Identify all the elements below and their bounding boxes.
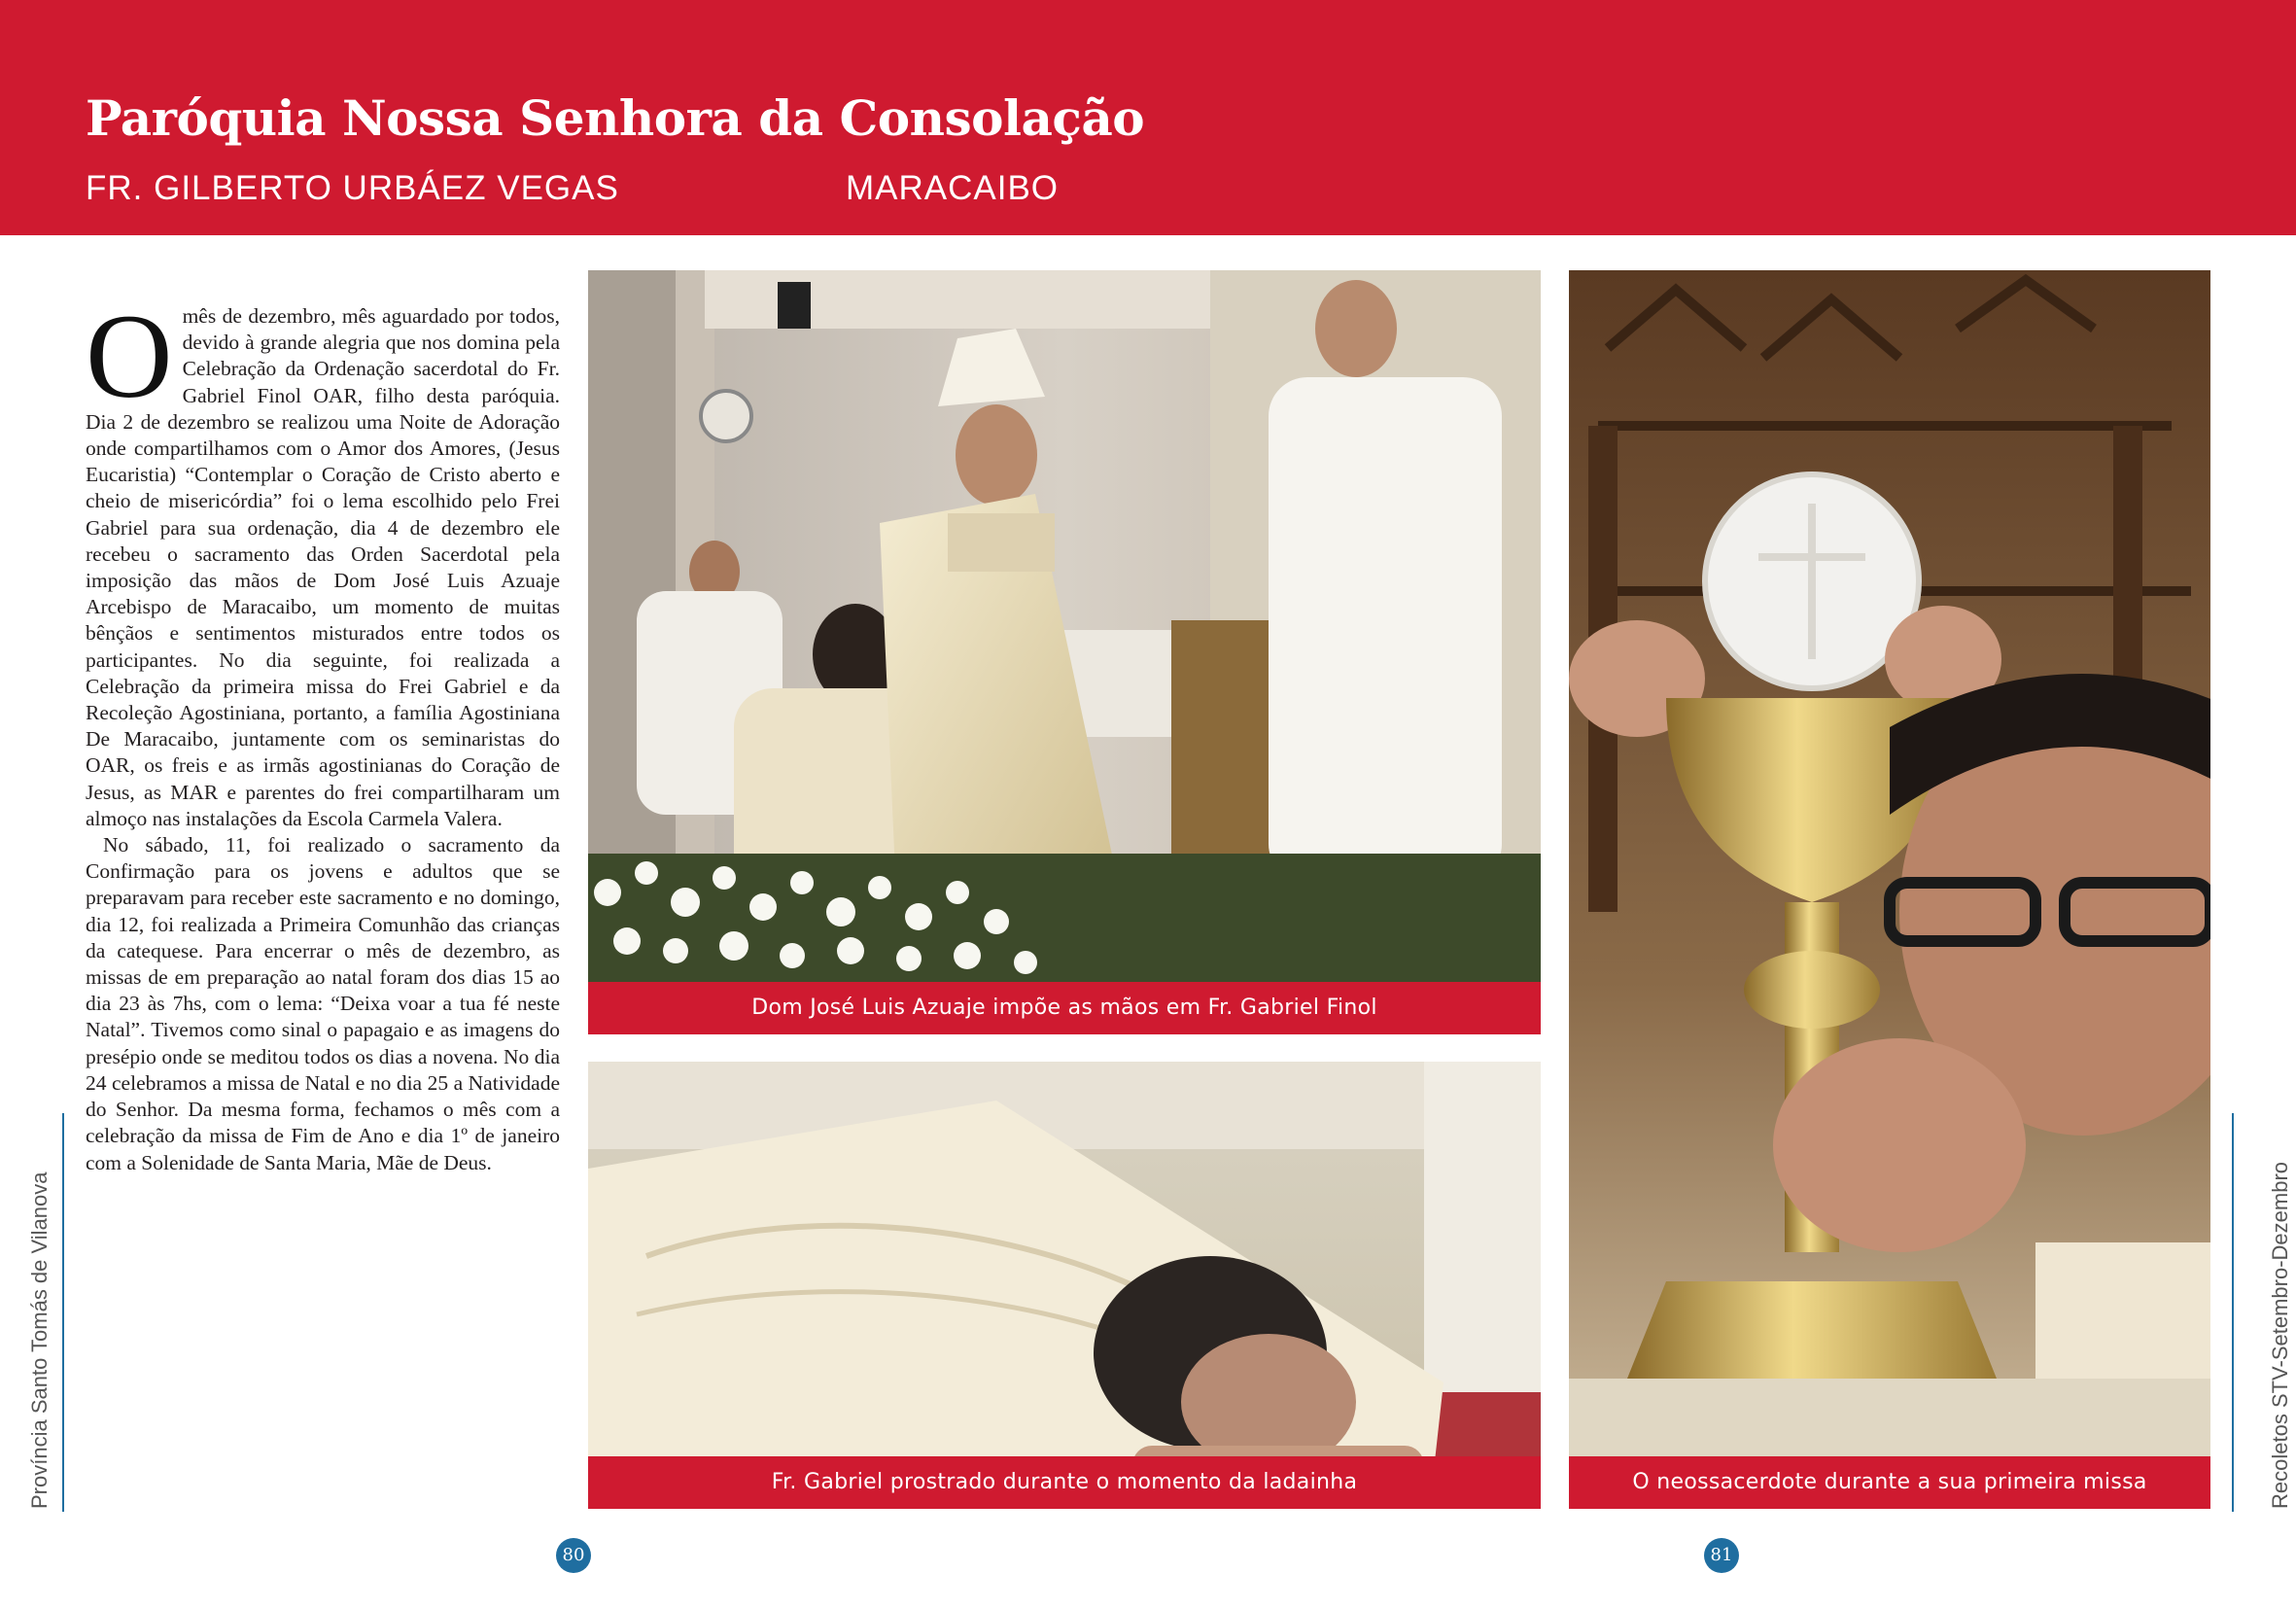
ordination-caption: Dom José Luis Azuaje impõe as mãos em Fr. Gabriel Finol xyxy=(588,982,1541,1034)
right-side-label: Recoletos STV-Setembro-Dezembro xyxy=(2268,1161,2292,1509)
first-mass-photo-image xyxy=(1569,270,2210,1456)
page-header xyxy=(0,0,2296,235)
article-paragraph-1: Omês de dezembro, mês aguardado por todos, devido à grande alegria que nos domina pela Celebração da Ordenação sacerdotal do Fr. Gabriel Finol OAR, filho desta paróquia. Dia 2 de dezembro se realizou uma Noite de Adoração onde compartilhamos com o Amor dos Amores, (Jesus Eucaristia) “Contemplar o Coração de Cristo aberto e cheio de misericórdia” foi o lema escolhido pelo Frei Gabriel para sua ordenação, dia 4 de dezembro ele recebeu o sacramento das Orden Sacerdotal pela imposição das mãos de Dom José Luis Azuaje Arcebispo de Maracaibo, um momento de muitas bênçãos e sentimentos misturados entre todos os participantes. No dia seguinte, foi realizada a Celebração da primeira missa do Frei Gabriel e da Recoleção Agostiniana, portanto, a família Agostiniana De Maracaibo, juntamente com os seminaristas do OAR, os freis e as irmãs agostinianas do Coração de Jesus, as MAR e parentes do frei compartilharam um almoço nas instalações da Escola Carmela Valera. xyxy=(86,290,560,830)
article-title: Paróquia Nossa Senhora da Consolação xyxy=(86,89,1145,147)
article-author: FR. GILBERTO URBÁEZ VEGAS xyxy=(86,169,619,207)
left-side-label: Província Santo Tomás de Vilanova xyxy=(27,1171,52,1509)
article-location: MARACAIBO xyxy=(846,169,1060,207)
page-number-right: 81 xyxy=(1704,1538,1739,1573)
prostration-photo xyxy=(588,1062,1541,1509)
prostration-photo-image xyxy=(588,1062,1541,1509)
ordination-photo-image xyxy=(588,270,1541,982)
right-side-rule xyxy=(2232,1113,2234,1512)
first-mass-photo xyxy=(1569,270,2210,1456)
article-body xyxy=(86,290,560,1176)
first-mass-caption: O neossacerdote durante a sua primeira missa xyxy=(1569,1456,2210,1509)
article-paragraph-2: No sábado, 11, foi realizado o sacramento da Confirmação para os jovens e adultos que se preparavam para receber este sacramento e no domingo, dia 12, foi realizada a Primeira Comunhão das crianças da catequese. Para encerrar o mês de dezembro, as missas de em preparação ao natal foram dos dias 15 ao dia 23 às 7hs, com o lema: “Deixa voar a tua fé neste Natal”. Tivemos como sinal o papagaio e as imagens do presépio onde se meditou todos os dias a novena. No dia 24 celebramos a missa de Natal e no dia 25 a Natividade do Senhor. Da mesma forma, fechamos o mês com a celebração da missa de Fim de Ano e dia 1º de janeiro com a Solenidade de Santa Maria, Mãe de Deus. xyxy=(86,833,560,1174)
ordination-photo xyxy=(588,270,1541,982)
left-side-rule xyxy=(62,1113,64,1512)
prostration-caption: Fr. Gabriel prostrado durante o momento da ladainha xyxy=(588,1456,1541,1509)
page-number-left: 80 xyxy=(556,1538,591,1573)
